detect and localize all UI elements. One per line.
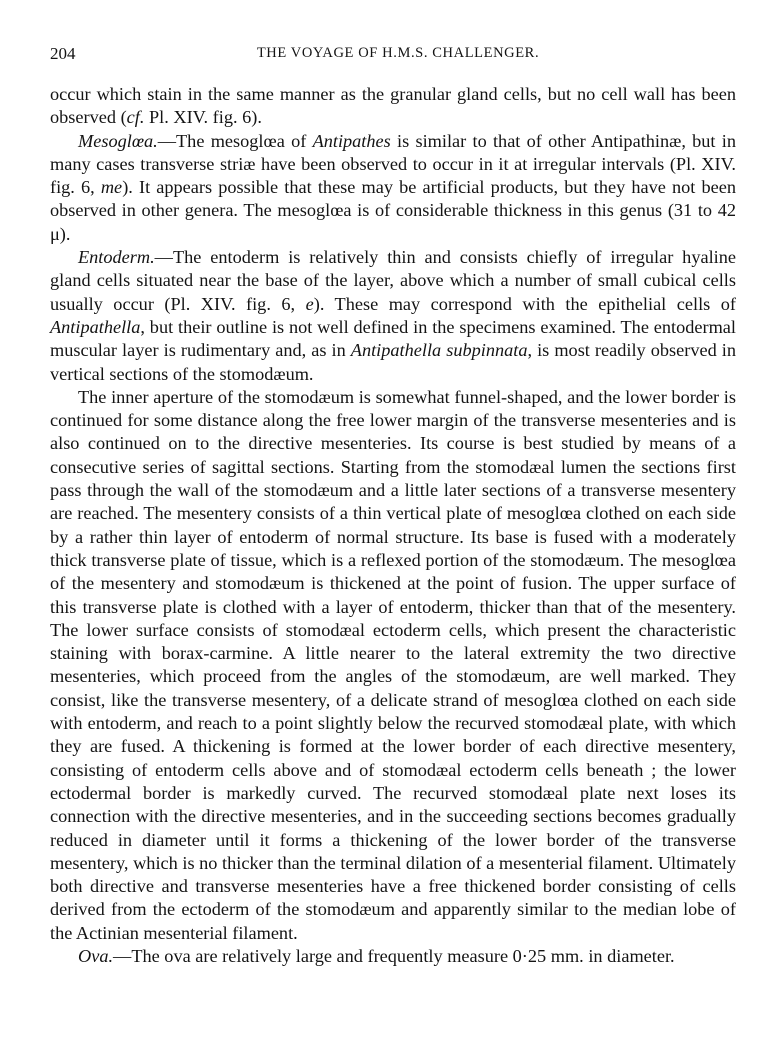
paragraph-stomodaeum (50, 386, 736, 945)
running-head (50, 44, 736, 66)
italic-term: e (305, 293, 314, 314)
page-number: 204 (50, 44, 76, 63)
italic-term: Ova. (78, 945, 114, 966)
paragraph-mesogloea (50, 130, 736, 246)
running-title: THE VOYAGE OF H.M.S. CHALLENGER. (256, 45, 540, 61)
italic-term: Antipathes (312, 130, 391, 151)
paragraph-entoderm (50, 246, 736, 386)
italic-term: Entoderm. (78, 247, 155, 268)
italic-term: cf. (126, 107, 145, 128)
text-run: occur which stain in the same manner as the granular gland cells, but no cell wall has been observed ( (50, 84, 736, 128)
text-run: , but their outline is not well defined in the specimens examined. The entodermal muscular layer is rudimentary and, as in (50, 316, 736, 361)
paragraph-continuation (50, 83, 736, 130)
text-run: The inner aperture of the stomodæum is somewhat funnel-shaped, and the lower border is continued for some distance along the free lower margin of the transverse mesenteries and is also continued on to the directive mesenteries. Its course is best studied by means of a consecutive series of sagittal sections. Starting from the stomodæal lumen the sections first pass through the wall of the stomodæum and a little later sections of a transverse mesentery are reached. The mesentery consists of a thin vertical plate of mesoglœa clothed on each side by a rather thin layer of entoderm of normal structure. Its base is fused with a moderately thick transverse plate of tissue, which is a reflexed portion of the stomodæum. The mesoglœa of the mesentery and stomodæum is thickened at the point of fusion. The upper surface of this transverse plate is clothed with a layer of entoderm, thicker than that of the mesentery. The lower surface consists of stomodæal ectoderm cells, which present the characteristic staining with borax-carmine. A little nearer to the lateral extremity the two directive mesenteries, which proceed from the angles of the stomodæum, are well marked. They consist, like the transverse mesentery, of a delicate strand of mesoglœa clothed on each side with entoderm, and reach to a point slightly below the recurved stomodæal plate, with which they are fused. A thickening is formed at the lower border of each directive mesentery, consisting of entoderm cells above and of stomodæal ectoderm cells beneath ; the lower ectodermal border is markedly curved. The recurved stomodæal plate next loses its connection with the directive mesenteries, and in the succeeding sections becomes gradually reduced in diameter until it forms a thickening of the lower border of the transverse mesentery, which is no thicker than the terminal dilation of a mesenterial filament. Ultimately both directive and transverse mesenteries have a free thickened border consisting of cells derived from the ectoderm of the stomodæum and apparently similar to the median lobe of the Actinian mesenterial filament. (50, 386, 736, 943)
text-run: —The mesoglœa of (157, 130, 313, 151)
italic-term: Antipathella subpinnata (350, 340, 528, 361)
text-run: —The entoderm is relatively thin and consists chiefly of irregular hyaline gland cells situated near the base of the layer, above which a number of small cubical cells usually occur (Pl. XIV. fig. 6, (50, 247, 736, 314)
text-run: ). These may correspond with the epithelial cells of (313, 293, 736, 314)
body-text (50, 83, 736, 968)
text-run: Pl. XIV. fig. 6). (144, 107, 262, 128)
paragraph-ova (50, 945, 736, 968)
text-run: is similar to that of other Antipathinæ, but in many cases transverse striæ have been observed to occur in it at irregular intervals (Pl. XIV. fig. 6, (50, 130, 736, 198)
italic-term: me (100, 177, 123, 198)
italic-term: Antipathella (50, 316, 141, 337)
text-run: —The ova are relatively large and frequently measure 0·25 mm. in diameter. (113, 945, 675, 966)
italic-term: Mesoglœa. (78, 130, 158, 151)
text-run: , is most readily observed in vertical sections of the stomodæum. (50, 340, 736, 384)
text-run: ). It appears possible that these may be artificial products, but they have not been observed in other genera. The mesoglœa is of considerable thickness in this genus (31 to 42 μ). (50, 177, 736, 244)
